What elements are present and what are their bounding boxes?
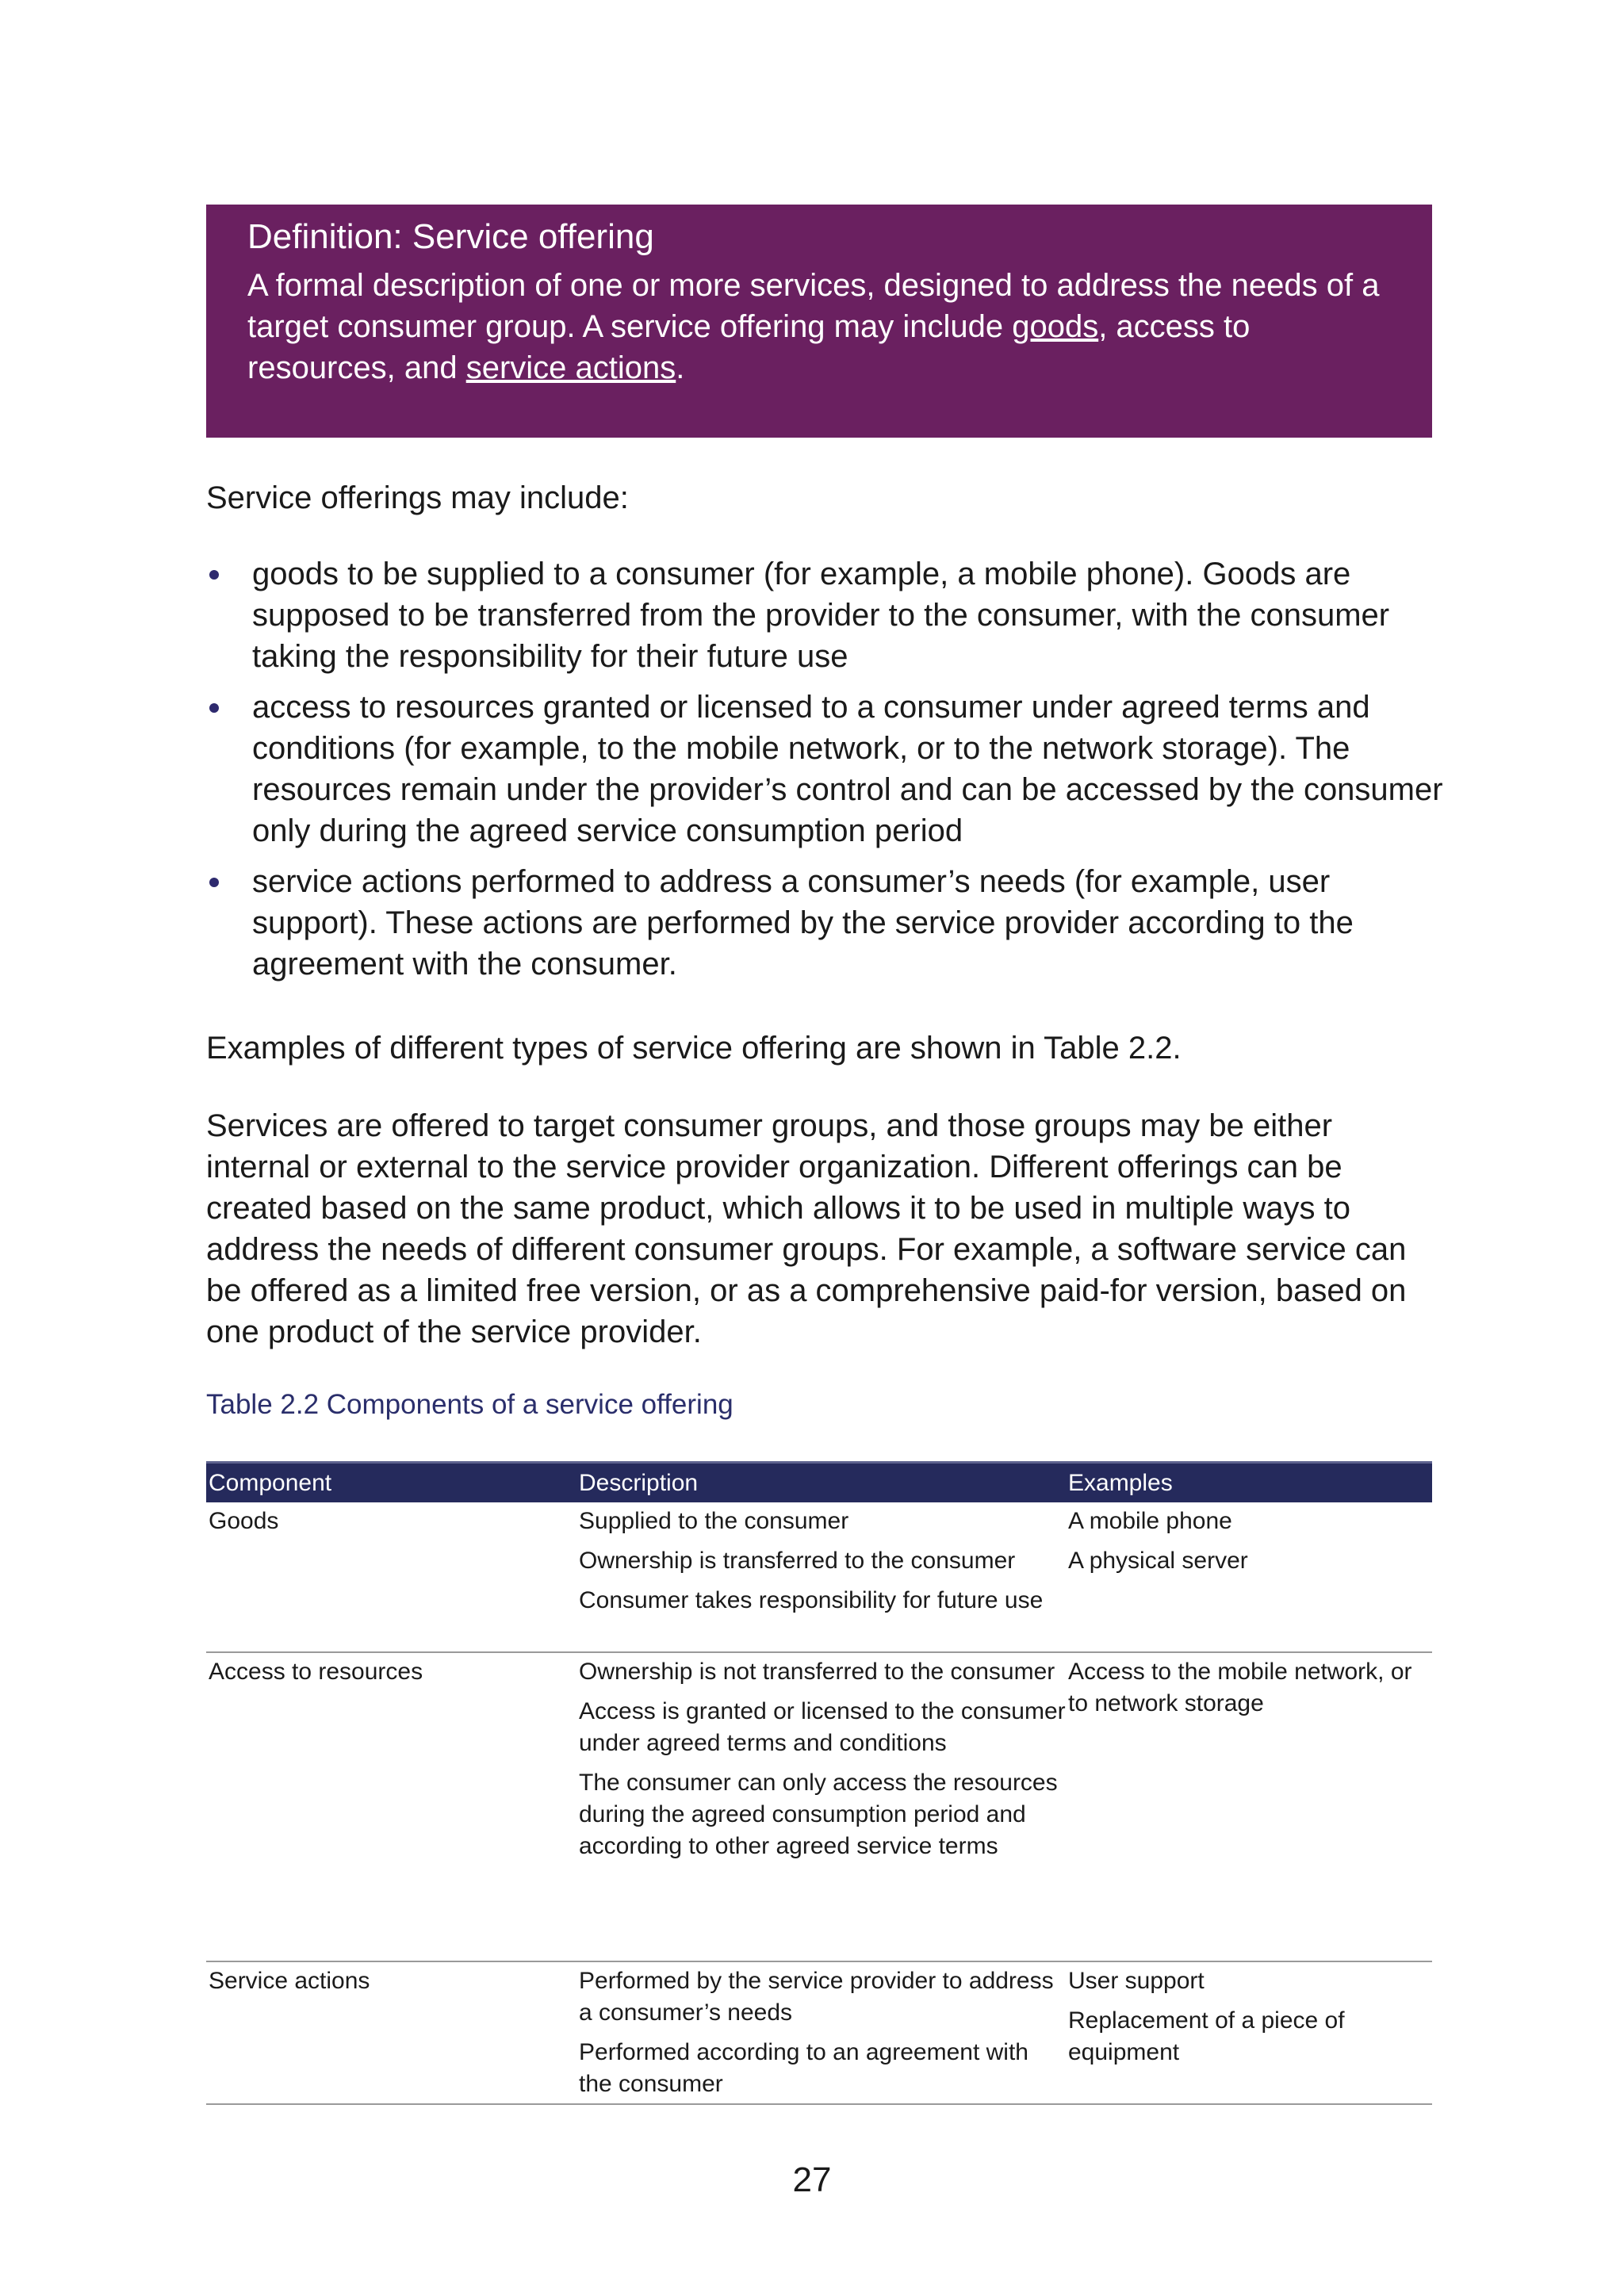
description-item: Performed by the service provider to address a consumer’s needs — [579, 1968, 1054, 2026]
goods-link[interactable]: goods — [1012, 309, 1099, 344]
bullet-icon — [209, 570, 219, 580]
definition-box — [206, 205, 1432, 438]
cell-examples — [1067, 1962, 1432, 2103]
list-item — [206, 553, 1443, 677]
list-item — [206, 861, 1443, 985]
cell-description — [577, 1502, 1067, 1651]
header-component: Component — [209, 1469, 332, 1496]
list-item — [206, 687, 1443, 851]
table-row — [206, 1502, 1432, 1653]
description-item: Ownership is transferred to the consumer — [579, 1548, 1016, 1574]
table-header-row — [206, 1461, 1432, 1502]
page-number: 27 — [792, 2160, 832, 2199]
description-item: Consumer takes responsibility for future use — [579, 1587, 1044, 1613]
header-description: Description — [579, 1469, 699, 1496]
cell-description — [577, 1653, 1067, 1961]
cell-component — [206, 1502, 577, 1651]
table-caption: Table 2.2 Components of a service offering — [206, 1389, 733, 1420]
definition-body — [247, 265, 1388, 388]
description-item: Access is granted or licensed to the consumer under agreed terms and conditions — [579, 1698, 1066, 1756]
cell-component — [206, 1962, 577, 2103]
table-row — [206, 1962, 1432, 2105]
component-text: Service actions — [209, 1968, 370, 1994]
example-item: Replacement of a piece of equipment — [1068, 2007, 1345, 2065]
definition-text-3: . — [676, 350, 685, 385]
component-text: Access to resources — [209, 1659, 423, 1685]
cell-examples — [1067, 1502, 1432, 1651]
table-row — [206, 1653, 1432, 1962]
description-item: The consumer can only access the resources during the agreed consumption period and according to other agreed service terms — [579, 1770, 1058, 1859]
bullet-text: goods to be supplied to a consumer (for example, a mobile phone). Goods are supposed to be transferred from the provider to the consumer, with the consumer taking the responsibility for their future use — [252, 557, 1390, 674]
example-item: Access to the mobile network, or to network storage — [1068, 1659, 1412, 1716]
service-actions-link[interactable]: service actions — [465, 350, 676, 385]
cell-component — [206, 1653, 577, 1961]
cell-examples — [1067, 1653, 1432, 1961]
components-table — [206, 1461, 1432, 2105]
example-item: A mobile phone — [1068, 1508, 1232, 1534]
definition-text-2: , access to resources, and — [247, 309, 1251, 385]
description-item: Performed according to an agreement with the consumer — [579, 2039, 1028, 2097]
example-item: A physical server — [1068, 1548, 1248, 1574]
bullet-text: access to resources granted or licensed to a consumer under agreed terms and conditions (for example, to the mobile network, or to the network storage). The resources remain under the provider’s control and can be accessed by the consumer only during the agreed service consumption period — [252, 690, 1443, 848]
bullet-list — [206, 553, 1443, 994]
services-paragraph: Services are offered to target consumer groups, and those groups may be either internal or external to the service provider organization. Different offerings can be created based on the same product, which allows it to be used in multiple ways to address the needs of different consumer groups. For example, a software service can be offered as a limited free version, or as a comprehensive paid-for version, based on one product of the service provider. — [206, 1108, 1407, 1349]
description-item: Supplied to the consumer — [579, 1508, 849, 1534]
example-item: User support — [1068, 1968, 1205, 1994]
bullet-text: service actions performed to address a consumer’s needs (for example, user support). These actions are performed by the service provider according to the agreement with the consumer. — [252, 864, 1354, 982]
component-text: Goods — [209, 1508, 279, 1534]
intro-paragraph: Service offerings may include: — [206, 480, 629, 515]
definition-text-1: A formal description of one or more services, designed to address the needs of a target consumer group. A service offering may include — [247, 268, 1380, 344]
description-item: Ownership is not transferred to the consumer — [579, 1659, 1055, 1685]
header-examples: Examples — [1068, 1469, 1173, 1496]
definition-title: Definition: Service offering — [247, 217, 654, 256]
cell-description — [577, 1962, 1067, 2103]
bullet-icon — [209, 878, 219, 887]
bullet-icon — [209, 703, 219, 713]
examples-paragraph: Examples of different types of service offering are shown in Table 2.2. — [206, 1031, 1182, 1066]
